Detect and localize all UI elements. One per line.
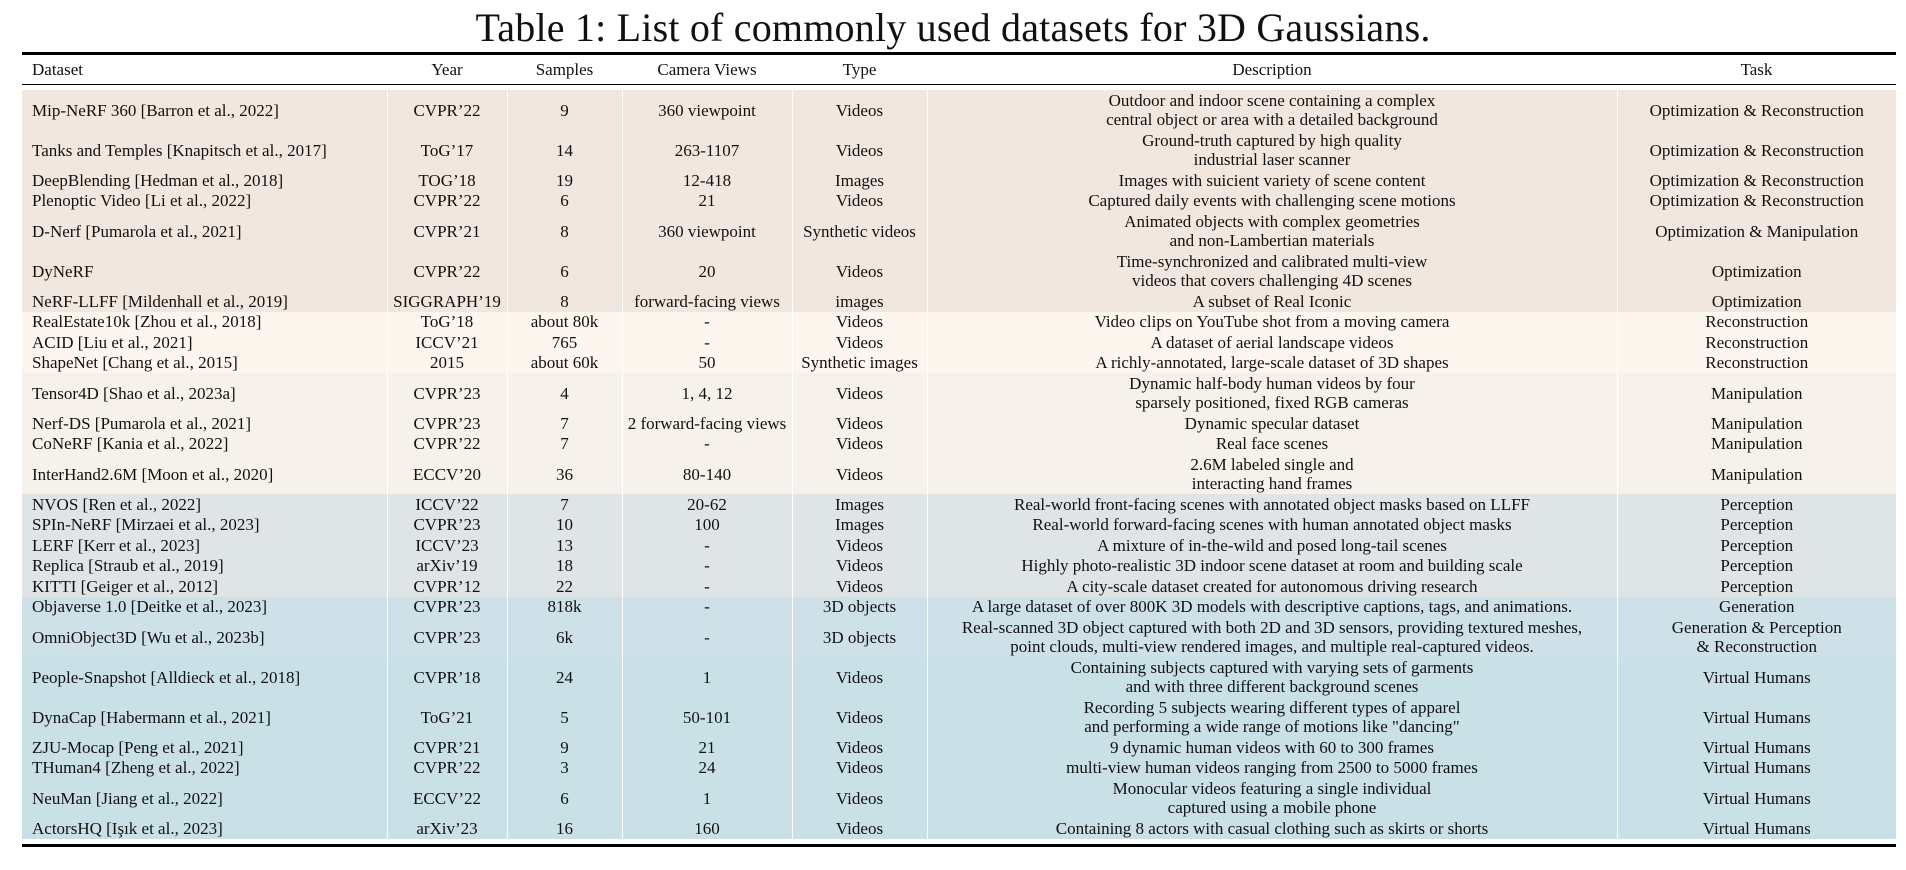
cell-dataset: OmniObject3D [Wu et al., 2023b] [32, 627, 265, 647]
cell-description [927, 211, 1617, 251]
cell-type: Videos [792, 332, 927, 353]
cell-description [927, 130, 1617, 170]
description-line: and non-Lambertian materials [1169, 231, 1375, 250]
cell-task [1617, 494, 1896, 515]
cell-description [927, 758, 1617, 779]
cell-dataset: People-Snapshot [Alldieck et al., 2018] [32, 667, 301, 687]
cell-description [927, 737, 1617, 758]
task-line: Manipulation [1710, 464, 1803, 484]
task-line: Virtual Humans [1702, 737, 1811, 757]
cell-samples: 36 [507, 454, 622, 494]
cell-camera-views: - [622, 617, 792, 657]
cell-description [927, 413, 1617, 434]
cell-type: Videos [792, 697, 927, 737]
task-line: Optimization & Reconstruction [1649, 191, 1864, 211]
header-description: Description [1232, 59, 1312, 79]
cell-task [1617, 373, 1896, 413]
task-line: Perception [1720, 576, 1794, 596]
cell-year: CVPR’22 [387, 90, 507, 130]
task-line: Reconstruction [1705, 312, 1809, 332]
description-line: A large dataset of over 800K 3D models with descriptive captions, tags, and animations. [971, 597, 1573, 617]
cell-dataset: DynaCap [Habermann et al., 2021] [32, 707, 271, 727]
description-line: Containing subjects captured with varying sets of garments [1070, 658, 1474, 677]
description-line: Dynamic half-body human videos by four [1129, 374, 1415, 393]
cell-year: CVPR’22 [387, 434, 507, 455]
table-row [22, 353, 1896, 374]
description-line: A richly-annotated, large-scale dataset of 3D shapes [1095, 353, 1449, 373]
cell-camera-views: - [622, 434, 792, 455]
cell-type: Videos [792, 90, 927, 130]
table-row [22, 312, 1896, 333]
cell-task [1617, 191, 1896, 212]
cell-camera-views: 360 viewpoint [622, 90, 792, 130]
cell-type: Videos [792, 312, 927, 333]
cell-samples: 6 [507, 191, 622, 212]
cell-description [927, 373, 1617, 413]
cell-samples: 765 [507, 332, 622, 353]
cell-type: Videos [792, 737, 927, 758]
cell-dataset: THuman4 [Zheng et al., 2022] [32, 758, 240, 778]
table-row [22, 758, 1896, 779]
cell-description [927, 434, 1617, 455]
cell-year: ToG’17 [387, 130, 507, 170]
cell-year: ToG’21 [387, 697, 507, 737]
description-line: Real-world front-facing scenes with annotated object masks based on LLFF [1013, 494, 1530, 514]
task-line: Virtual Humans [1702, 788, 1811, 808]
cell-type: Images [792, 494, 927, 515]
cell-dataset: Tensor4D [Shao et al., 2023a] [32, 383, 236, 403]
cell-task [1617, 130, 1896, 170]
cell-camera-views: 20-62 [622, 494, 792, 515]
task-line: Perception [1720, 494, 1794, 514]
cell-description [927, 556, 1617, 577]
description-line: 2.6M labeled single and [1190, 455, 1354, 474]
cell-type: Videos [792, 576, 927, 597]
cell-task [1617, 778, 1896, 818]
cell-task [1617, 697, 1896, 737]
task-line: Perception [1720, 556, 1794, 576]
header-type: Type [842, 59, 877, 79]
cell-type: Images [792, 515, 927, 536]
cell-task [1617, 515, 1896, 536]
cell-camera-views: - [622, 332, 792, 353]
table-row [22, 597, 1896, 618]
cell-description [927, 697, 1617, 737]
bottom-rule [22, 844, 1896, 847]
description-line: Recording 5 subjects wearing different types of apparel [1083, 698, 1461, 717]
cell-samples: 13 [507, 535, 622, 556]
cell-camera-views: 2 forward-facing views [622, 413, 792, 434]
cell-samples: 18 [507, 556, 622, 577]
table-row [22, 454, 1896, 494]
cell-task [1617, 758, 1896, 779]
cell-dataset: D-Nerf [Pumarola et al., 2021] [32, 221, 242, 241]
cell-type: Synthetic videos [792, 211, 927, 251]
cell-description [927, 494, 1617, 515]
task-line: Optimization [1711, 261, 1802, 281]
cell-samples: 6 [507, 251, 622, 291]
cell-camera-views: 360 viewpoint [622, 211, 792, 251]
table-row [22, 494, 1896, 515]
cell-samples: 7 [507, 494, 622, 515]
description-line: A mixture of in-the-wild and posed long-tail scenes [1097, 535, 1447, 555]
header-dataset: Dataset [32, 59, 83, 79]
task-line: Virtual Humans [1702, 818, 1811, 838]
cell-year: arXiv’19 [387, 556, 507, 577]
task-line: Manipulation [1710, 434, 1803, 454]
cell-description [927, 454, 1617, 494]
task-line: Optimization & Manipulation [1655, 221, 1859, 241]
cell-year: CVPR’22 [387, 758, 507, 779]
cell-description [927, 617, 1617, 657]
cell-dataset: DyNeRF [32, 261, 94, 281]
cell-dataset: Tanks and Temples [Knapitsch et al., 2017] [32, 140, 327, 160]
cell-task [1617, 291, 1896, 312]
cell-samples: 5 [507, 697, 622, 737]
description-line: Containing 8 actors with casual clothing such as skirts or shorts [1055, 818, 1489, 838]
cell-samples: 8 [507, 291, 622, 312]
cell-samples: 6k [507, 617, 622, 657]
datasets-table-body [22, 85, 1896, 844]
cell-camera-views: 12-418 [622, 170, 792, 191]
cell-dataset: ACID [Liu et al., 2021] [32, 332, 193, 352]
description-line: Monocular videos featuring a single individual [1112, 779, 1432, 798]
table-row [22, 657, 1896, 697]
cell-samples: about 60k [507, 353, 622, 374]
description-line: and with three different background scenes [1125, 677, 1419, 696]
cell-type: Videos [792, 535, 927, 556]
cell-dataset: Replica [Straub et al., 2019] [32, 556, 224, 576]
cell-description [927, 90, 1617, 130]
cell-dataset: Plenoptic Video [Li et al., 2022] [32, 191, 252, 211]
cell-year: CVPR’18 [387, 657, 507, 697]
cell-year: CVPR’22 [387, 251, 507, 291]
cell-description [927, 515, 1617, 536]
cell-camera-views: 263-1107 [622, 130, 792, 170]
cell-year: CVPR’22 [387, 191, 507, 212]
header-task: Task [1740, 59, 1773, 79]
task-line: & Reconstruction [1696, 637, 1817, 656]
description-line: and performing a wide range of motions like "dancing" [1084, 717, 1460, 736]
cell-year: ECCV’22 [387, 778, 507, 818]
table-row [22, 434, 1896, 455]
cell-task [1617, 576, 1896, 597]
description-line: Real-scanned 3D object captured with both 2D and 3D sensors, providing textured meshes, [961, 618, 1583, 637]
cell-year: CVPR’23 [387, 373, 507, 413]
description-line: central object or area with a detailed background [1106, 110, 1438, 129]
cell-type: Videos [792, 758, 927, 779]
cell-dataset: ZJU-Mocap [Peng et al., 2021] [32, 737, 244, 757]
cell-type: Videos [792, 434, 927, 455]
cell-type: Videos [792, 191, 927, 212]
cell-dataset: NeuMan [Jiang et al., 2022] [32, 788, 223, 808]
cell-camera-views: 24 [622, 758, 792, 779]
description-line: Dynamic specular dataset [1184, 413, 1360, 433]
cell-camera-views: 1, 4, 12 [622, 373, 792, 413]
cell-dataset: NVOS [Ren et al., 2022] [32, 494, 202, 514]
task-line: Manipulation [1710, 383, 1803, 403]
cell-camera-views: - [622, 312, 792, 333]
task-line: Reconstruction [1705, 353, 1809, 373]
cell-year: ToG’18 [387, 312, 507, 333]
table-row [22, 291, 1896, 312]
cell-samples: 7 [507, 434, 622, 455]
cell-type: images [792, 291, 927, 312]
cell-task [1617, 556, 1896, 577]
cell-type: Videos [792, 413, 927, 434]
cell-year: CVPR’21 [387, 211, 507, 251]
task-line: Perception [1720, 535, 1794, 555]
cell-task [1617, 211, 1896, 251]
table-row [22, 617, 1896, 657]
description-line: 9 dynamic human videos with 60 to 300 frames [1110, 737, 1434, 757]
table-row [22, 535, 1896, 556]
cell-task [1617, 597, 1896, 618]
cell-camera-views: 1 [622, 778, 792, 818]
cell-dataset: LERF [Kerr et al., 2023] [32, 535, 201, 555]
table-row [22, 556, 1896, 577]
description-line: Captured daily events with challenging scene motions [1088, 191, 1456, 211]
cell-dataset: ShapeNet [Chang et al., 2015] [32, 353, 238, 373]
cell-task [1617, 312, 1896, 333]
header-camera-views: Camera Views [657, 59, 757, 79]
description-line: multi-view human videos ranging from 2500 to 5000 frames [1066, 758, 1478, 778]
cell-camera-views: 1 [622, 657, 792, 697]
task-line: Virtual Humans [1702, 707, 1811, 727]
cell-description [927, 576, 1617, 597]
cell-samples: 3 [507, 758, 622, 779]
cell-dataset: Mip-NeRF 360 [Barron et al., 2022] [32, 100, 279, 120]
cell-type: Videos [792, 657, 927, 697]
cell-samples: 9 [507, 90, 622, 130]
cell-year: 2015 [387, 353, 507, 374]
table-row [22, 413, 1896, 434]
cell-description [927, 535, 1617, 556]
cell-type: Videos [792, 556, 927, 577]
cell-samples: 24 [507, 657, 622, 697]
cell-description [927, 251, 1617, 291]
cell-dataset: DeepBlending [Hedman et al., 2018] [32, 170, 284, 190]
cell-task [1617, 90, 1896, 130]
description-line: A dataset of aerial landscape videos [1150, 332, 1394, 352]
table-row [22, 697, 1896, 737]
task-line: Generation & Perception [1671, 618, 1842, 637]
cell-task [1617, 737, 1896, 758]
table-row [22, 818, 1896, 839]
cell-camera-views: 160 [622, 818, 792, 839]
table-row [22, 130, 1896, 170]
description-line: Video clips on YouTube shot from a moving camera [1094, 312, 1450, 332]
cell-task [1617, 353, 1896, 374]
cell-year: CVPR’12 [387, 576, 507, 597]
task-line: Manipulation [1710, 413, 1803, 433]
cell-type: Images [792, 170, 927, 191]
cell-type: Videos [792, 818, 927, 839]
cell-task [1617, 818, 1896, 839]
table-row [22, 576, 1896, 597]
cell-type: Videos [792, 251, 927, 291]
cell-samples: 10 [507, 515, 622, 536]
table-caption: Table 1: List of commonly used datasets for 3D Gaussians. [475, 5, 1431, 50]
cell-camera-views: 100 [622, 515, 792, 536]
task-line: Optimization [1711, 291, 1802, 311]
cell-camera-views: forward-facing views [622, 291, 792, 312]
cell-samples: 6 [507, 778, 622, 818]
cell-description [927, 312, 1617, 333]
cell-description [927, 191, 1617, 212]
cell-camera-views: 50-101 [622, 697, 792, 737]
description-line: videos that covers challenging 4D scenes [1132, 271, 1412, 290]
cell-camera-views: 21 [622, 737, 792, 758]
description-line: Images with suicient variety of scene content [1118, 170, 1426, 190]
cell-samples: 22 [507, 576, 622, 597]
task-line: Optimization & Reconstruction [1649, 100, 1864, 120]
header-row [22, 55, 1896, 84]
cell-type: Videos [792, 130, 927, 170]
cell-dataset: SPIn-NeRF [Mirzaei et al., 2023] [32, 515, 260, 535]
cell-samples: 9 [507, 737, 622, 758]
header-samples: Samples [535, 59, 594, 79]
task-line: Perception [1720, 515, 1794, 535]
cell-year: CVPR’21 [387, 737, 507, 758]
cell-samples: 818k [507, 597, 622, 618]
cell-description [927, 597, 1617, 618]
cell-task [1617, 535, 1896, 556]
cell-description [927, 778, 1617, 818]
cell-samples: 8 [507, 211, 622, 251]
cell-samples: 4 [507, 373, 622, 413]
table-row [22, 332, 1896, 353]
table-row [22, 251, 1896, 291]
table-row [22, 515, 1896, 536]
cell-samples: 19 [507, 170, 622, 191]
description-line: sparsely positioned, fixed RGB cameras [1135, 393, 1409, 412]
description-line: industrial laser scanner [1193, 150, 1351, 169]
cell-dataset: Objaverse 1.0 [Deitke et al., 2023] [32, 597, 268, 617]
cell-year: ECCV’20 [387, 454, 507, 494]
cell-type: Synthetic images [792, 353, 927, 374]
cell-description [927, 353, 1617, 374]
description-line: Animated objects with complex geometries [1124, 212, 1420, 231]
cell-description [927, 332, 1617, 353]
table-row [22, 211, 1896, 251]
table-row [22, 170, 1896, 191]
cell-task [1617, 413, 1896, 434]
cell-camera-views: 20 [622, 251, 792, 291]
description-line: Outdoor and indoor scene containing a complex [1108, 91, 1436, 110]
cell-dataset: ActorsHQ [Işık et al., 2023] [32, 818, 223, 838]
cell-camera-views: - [622, 597, 792, 618]
cell-year: CVPR’23 [387, 597, 507, 618]
table-row [22, 90, 1896, 130]
cell-samples: 14 [507, 130, 622, 170]
cell-type: Videos [792, 373, 927, 413]
cell-dataset: CoNeRF [Kania et al., 2022] [32, 434, 229, 454]
cell-task [1617, 657, 1896, 697]
datasets-table-container [22, 52, 1896, 847]
table-body [22, 85, 1896, 844]
cell-dataset: KITTI [Geiger et al., 2012] [32, 576, 218, 596]
cell-description [927, 170, 1617, 191]
cell-task [1617, 434, 1896, 455]
cell-task [1617, 454, 1896, 494]
description-line: A city-scale dataset created for autonomous driving research [1066, 576, 1478, 596]
task-line: Virtual Humans [1702, 667, 1811, 687]
cell-type: 3D objects [792, 617, 927, 657]
cell-samples: 16 [507, 818, 622, 839]
cell-year: TOG’18 [387, 170, 507, 191]
table-row [22, 373, 1896, 413]
cell-year: ICCV’23 [387, 535, 507, 556]
description-line: point clouds, multi-view rendered images, and multiple real-captured videos. [1010, 637, 1534, 656]
cell-description [927, 818, 1617, 839]
cell-camera-views: 80-140 [622, 454, 792, 494]
cell-dataset: NeRF-LLFF [Mildenhall et al., 2019] [32, 291, 288, 311]
description-line: captured using a mobile phone [1167, 798, 1377, 817]
cell-year: ICCV’22 [387, 494, 507, 515]
datasets-table [22, 55, 1896, 84]
cell-year: CVPR’23 [387, 617, 507, 657]
cell-year: CVPR’23 [387, 515, 507, 536]
cell-dataset: RealEstate10k [Zhou et al., 2018] [32, 312, 262, 332]
cell-task [1617, 251, 1896, 291]
cell-year: SIGGRAPH’19 [387, 291, 507, 312]
description-line: Real face scenes [1215, 434, 1329, 454]
cell-task [1617, 332, 1896, 353]
cell-year: arXiv’23 [387, 818, 507, 839]
description-line: interacting hand frames [1191, 474, 1353, 493]
description-line: A subset of Real Iconic [1192, 291, 1352, 311]
cell-camera-views: 50 [622, 353, 792, 374]
table-row [22, 737, 1896, 758]
cell-camera-views: - [622, 556, 792, 577]
cell-type: Videos [792, 454, 927, 494]
description-line: Real-world forward-facing scenes with human annotated object masks [1032, 515, 1512, 535]
cell-type: Videos [792, 778, 927, 818]
cell-camera-views: 21 [622, 191, 792, 212]
cell-task [1617, 170, 1896, 191]
cell-dataset: InterHand2.6M [Moon et al., 2020] [32, 464, 274, 484]
table-row [22, 191, 1896, 212]
table-row [22, 778, 1896, 818]
cell-task [1617, 617, 1896, 657]
cell-description [927, 291, 1617, 312]
task-line: Optimization & Reconstruction [1649, 140, 1864, 160]
cell-camera-views: - [622, 576, 792, 597]
task-line: Virtual Humans [1702, 758, 1811, 778]
description-line: Ground-truth captured by high quality [1142, 131, 1402, 150]
task-line: Optimization & Reconstruction [1649, 170, 1864, 190]
description-line: Highly photo-realistic 3D indoor scene dataset at room and building scale [1021, 556, 1523, 576]
cell-year: CVPR’23 [387, 413, 507, 434]
cell-type: 3D objects [792, 597, 927, 618]
cell-camera-views: - [622, 535, 792, 556]
cell-dataset: Nerf-DS [Pumarola et al., 2021] [32, 413, 252, 433]
cell-samples: 7 [507, 413, 622, 434]
task-line: Generation [1718, 597, 1795, 617]
task-line: Reconstruction [1705, 332, 1809, 352]
header-year: Year [431, 59, 463, 79]
description-line: Time-synchronized and calibrated multi-view [1116, 252, 1428, 271]
cell-year: ICCV’21 [387, 332, 507, 353]
cell-samples: about 80k [507, 312, 622, 333]
cell-description [927, 657, 1617, 697]
